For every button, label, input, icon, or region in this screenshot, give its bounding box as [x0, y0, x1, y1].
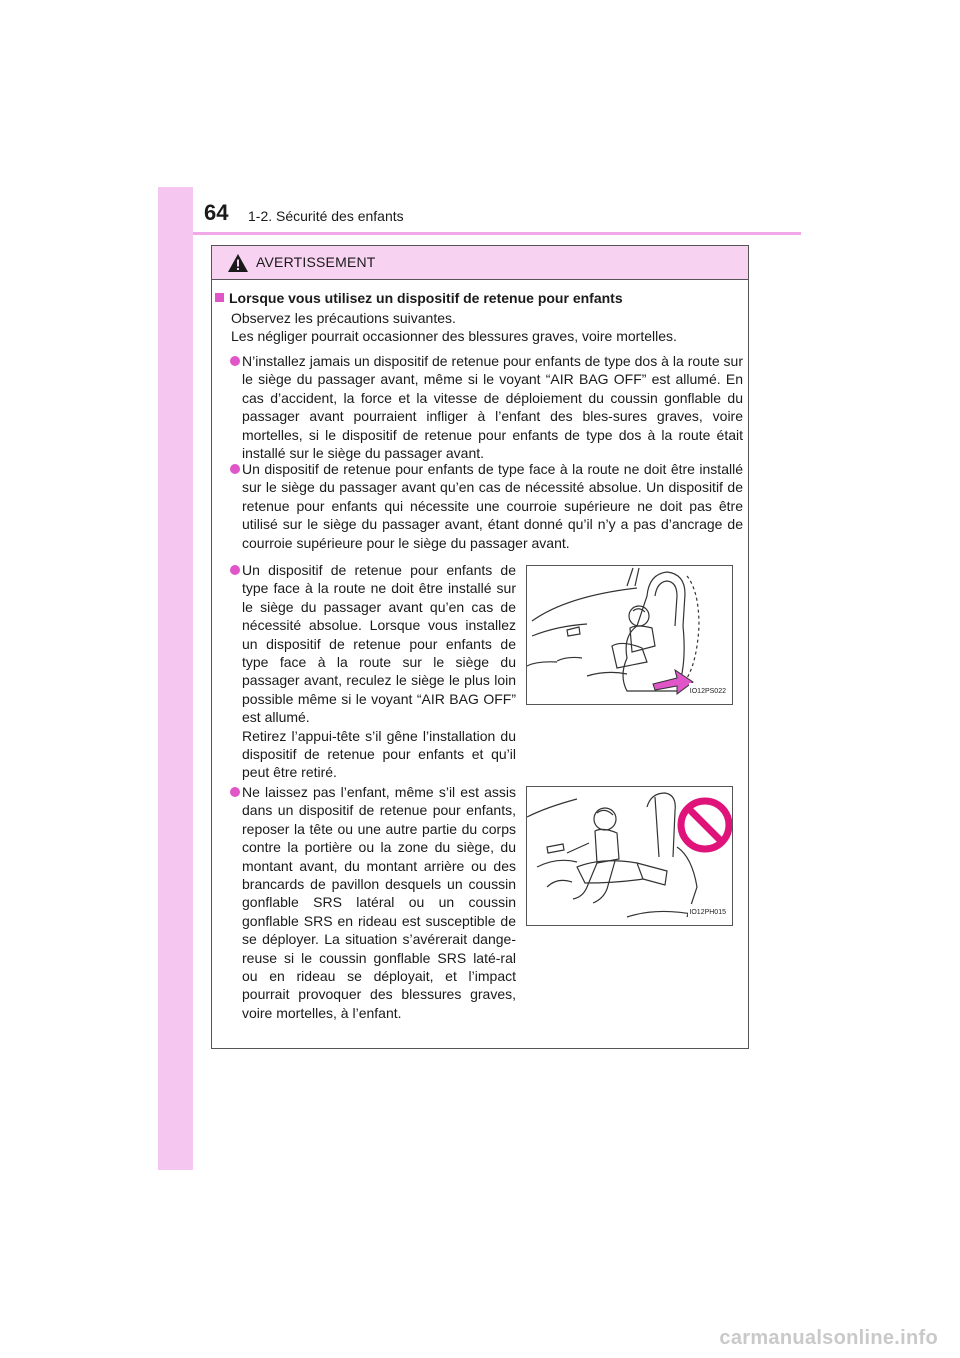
figure-code: IO12PS022: [689, 683, 727, 701]
bullet-item: [230, 352, 743, 462]
bullet-paragraph: Retirez l’appui-tête s’il gêne l’installation du dispositif de retenue pour enfants et qu’il peut être retiré.: [242, 727, 516, 781]
intro-line: Les négliger pourrait occasionner des blessures graves, voire mortelles.: [231, 328, 677, 345]
watermark: carmanualsonline.info: [719, 1327, 938, 1349]
warning-title: AVERTISSEMENT: [256, 254, 376, 270]
square-bullet-icon: [215, 293, 224, 302]
figure-code: IO12PH015: [688, 904, 727, 922]
child-leaning-on-door-illustration: [526, 786, 733, 926]
bullet-text: Un dispositif de retenue pour enfants de type face à la route ne doit être installé sur le siège du passager avant qu’en cas de nécessité absolue. Un dispositif de retenue pour enfants qui nécessite une courroie supérieure ne doit pas être utilisé sur le siège du passager avant, étant donné qu’il n’y a pas d’ancrage de courroie supérieure pour le siège du passager avant.: [242, 461, 743, 551]
warning-content: [212, 279, 748, 1048]
bullet-paragraph: Un dispositif de retenue pour enfants de type face à la route ne doit être installé sur le siège du passager avant qu’en cas de nécessité absolue. Lorsque vous installez un dispositif de retenue pour enfants de type face à la route sur le siège du passager avant, reculez le siège le plus loin possible même si le voyant “AIR BAG OFF” est allumé.: [242, 562, 516, 726]
intro-text: [231, 309, 746, 346]
forward-facing-child-seat-illustration: [526, 565, 733, 705]
bullet-dot-icon: [230, 787, 240, 797]
page-number: 64: [204, 200, 229, 225]
bullet-text: N’installez jamais un dispositif de retenue pour enfants de type dos à la route sur le siège du passager avant, même si le voyant “AIR BAG OFF” est allumé. En cas d’accident, la force et la vitesse de déploiement du coussin gonflable du passager avant pourraient infliger à l’enfant des bles-sures graves, voire mortelles, si le dispositif de retenue pour enfants de type dos à la route était installé sur le siège du passager avant.: [242, 353, 743, 462]
section-title: 1-2. Sécurité des enfants: [248, 208, 404, 224]
header-rule: [193, 232, 801, 235]
bullet-dot-icon: [230, 356, 240, 366]
bullet-dot-icon: [230, 565, 240, 575]
warning-heading-text: Lorsque vous utilisez un dispositif de retenue pour enfants: [229, 290, 623, 306]
warning-box: [211, 245, 749, 1049]
bullet-item: [230, 460, 743, 552]
chapter-side-bar: [158, 187, 193, 1170]
bullet-text: [242, 561, 516, 782]
warning-triangle-icon: [227, 253, 249, 273]
bullet-item: [230, 783, 516, 1022]
warning-header: [212, 246, 748, 280]
intro-line: Observez les précautions suivantes.: [231, 310, 456, 326]
bullet-dot-icon: [230, 464, 240, 474]
bullet-item: [230, 561, 516, 782]
bullet-text: Ne laissez pas l’enfant, même s’il est assis dans un dispositif de retenue pour enfants, reposer la tête ou une autre partie du corps contre la portière ou la zone du siège, du montant avant, du montant arrière ou des brancards de pavillon desquels un coussin gonflable SRS latéral ou un coussin gonflable SRS en rideau est susceptible de se déployer. La situation s’avérerait dange-reuse si le coussin gonflable SRS laté-ral ou en rideau se déployait, et l’impact pourrait provoquer des blessures graves, voire mortelles, à l’enfant.: [242, 784, 516, 1021]
warning-heading: [214, 289, 734, 307]
